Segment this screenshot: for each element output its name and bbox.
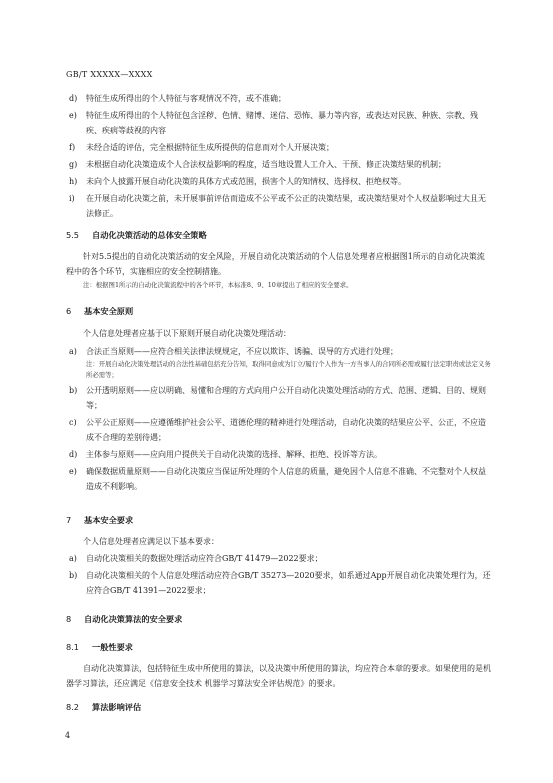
section-7-intro: 个人信息处理者应满足以下基本要求： <box>83 537 219 546</box>
list-item: b) 公开透明原则——应以明确、易懂和合理的方式向用户公开自动化决策处理活动的方式、范围、逻辑、目的、规则等； <box>69 386 486 410</box>
page-number: 4 <box>65 731 71 740</box>
list-item: a) 合法正当原则——应符合相关法律法规规定，不应以欺诈、诱骗、误导的方式进行处理； <box>69 347 398 356</box>
section-heading-6: 6 基本安全原则 <box>66 306 134 316</box>
list-item: c) 公平公正原则——应遵循维护社会公平、道德伦理的精神进行处理活动，自动化决策的结果应公平、公正，不应造成不合理的差别待遇； <box>69 418 486 442</box>
requirement-list <box>66 551 492 598</box>
list-item: f) 未经合适的评估，完全根据特征生成所提供的信息而对个人开展决策； <box>69 143 334 152</box>
section-heading-8: 8 自动化决策算法的安全要求 <box>66 614 183 624</box>
section-heading-8-1: 8.1 一般性要求 <box>66 642 133 652</box>
document-id-header: GB/T XXXXX—XXXX <box>66 70 153 79</box>
list-item: d) 主体参与原则——应向用户提供关于自动化决策的选择、解释、拒绝、投诉等方法。 <box>69 450 382 459</box>
principle-note: 注：开展自动化决策处理活动的合法性基础包括充分告知，取得同意或为订立/履行个人作为一方当事人的合同所必需或履行法定职责或法定义务所必需等； <box>86 360 491 379</box>
section-8-1-paragraph: 自动化决策算法，包括特征生成中所使用的算法，以及决策中所使用的算法，均应符合本章的要求。如果使用的是机器学习算法，还应满足《信息安全技术 机器学习算法安全评估规范》的要求。 <box>66 664 491 688</box>
section-5-5-paragraph: 针对5.5提出的自动化决策活动的安全风险，开展自动化决策活动的个人信息处理者应根据图1所示的自动化决策流程中的各个环节，实施相应的安全控制措施。 <box>66 252 485 276</box>
section-heading-5-5: 5.5 自动化决策活动的总体安全策略 <box>66 230 207 240</box>
list-item: d) 特征生成所得出的个人特征与客观情况不符，或不准确； <box>69 94 286 103</box>
list-item: a) 自动化决策相关的数据处理活动应符合GB/T 41479—2022要求； <box>69 554 323 563</box>
section-5-5-note: 注：根据图1所示的自动化决策流程中的各个环节，本标准8、9、10章提出了相应的安全要求。 <box>83 281 353 289</box>
list-item: g) 未根据自动化决策造成个人合法权益影响的程度，适当地设置人工介入、干预、修正决策结果的机制； <box>69 160 446 169</box>
list-item: b) 自动化决策相关的个人信息处理活动应符合GB/T 35273—2020要求，如系通过App开展自动化决策处理行为，还应符合GB/T 41391—2022要求； <box>69 571 491 595</box>
list-item: i) 在开展自动化决策之前，未开展事前评估而造成不公平或不公正的决策结果，或决策结果对个人权益影响过大且无法修正。 <box>69 194 486 218</box>
list-item: e) 特征生成所得出的个人特征包含淫秽、色情、赌博、迷信、恐怖、暴力等内容，或表达对民族、种族、宗教、残疾、疾病等歧视的内容 <box>69 111 478 135</box>
section-heading-7: 7 基本安全要求 <box>66 515 134 525</box>
section-heading-8-2: 8.2 算法影响评估 <box>66 702 142 712</box>
risk-list <box>66 91 492 221</box>
list-item: e) 确保数据质量原则——自动化决策应当保证所处理的个人信息的质量，避免因个人信息不准确、不完整对个人权益造成不利影响。 <box>69 467 486 491</box>
list-item: h) 未向个人披露开展自动化决策的具体方式或范围，损害个人的知情权、选择权、拒绝权等。 <box>69 177 406 186</box>
section-6-intro: 个人信息处理者应基于以下原则开展自动化决策处理活动： <box>83 329 291 338</box>
principle-list <box>66 344 492 494</box>
